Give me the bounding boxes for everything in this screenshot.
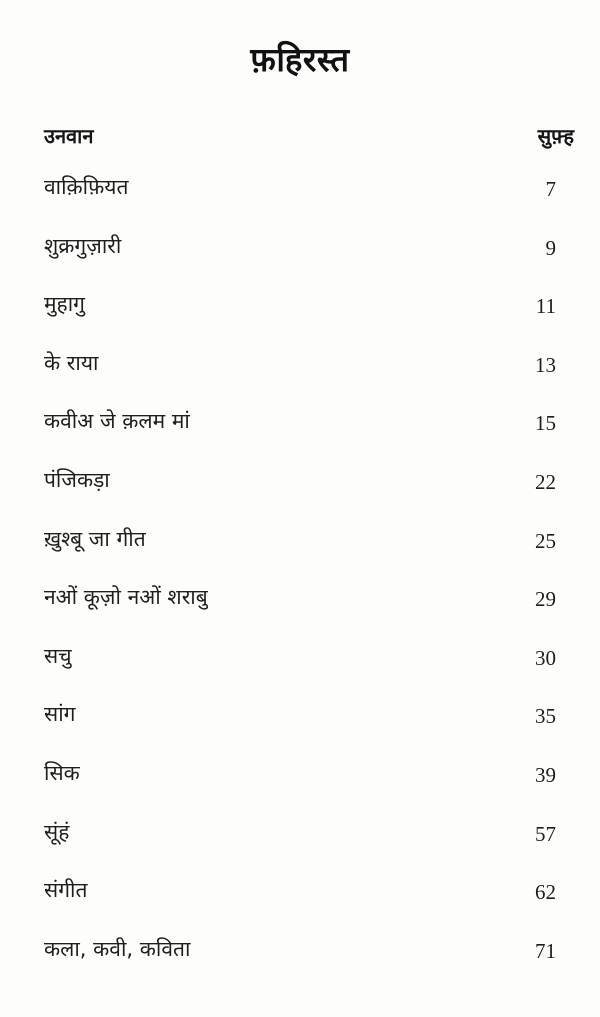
toc-entry [44, 171, 556, 230]
toc-entry-page: 39 [535, 762, 556, 787]
title-column-header: उनवान [44, 124, 94, 148]
toc-entry-title: नओं कूज़ो नओं शराबु [44, 585, 208, 610]
toc-entry [44, 347, 556, 406]
toc-entry-page: 7 [545, 177, 556, 201]
toc-entry [44, 816, 556, 875]
toc-entry-title: सिक [44, 760, 80, 785]
toc-entry [44, 464, 556, 523]
toc-entry-page: 15 [535, 411, 556, 436]
toc-entry-page: 30 [535, 645, 556, 670]
toc-entry-title: पंजिकड़ा [44, 467, 110, 492]
toc-entry-page: 22 [535, 469, 556, 494]
page-title: फ़हिरस्त [250, 40, 350, 79]
toc-entry-page: 62 [535, 880, 556, 905]
toc-entry-page: 9 [545, 235, 556, 260]
toc-entry [44, 698, 556, 757]
page-column-header: सुफ़्ह [537, 124, 574, 148]
toc-header [44, 122, 574, 152]
toc-entry-title: कला, कवी, कविता [44, 936, 191, 961]
toc-entry-title: ख़ुश्बू जा गीत [44, 526, 146, 551]
toc-entry [44, 523, 556, 582]
toc-entry-title: सूंहं [44, 819, 70, 844]
toc-entry-page: 25 [535, 528, 556, 553]
toc-entry-page: 13 [535, 352, 556, 377]
toc-entry-page: 71 [535, 938, 556, 963]
toc-entry [44, 405, 556, 464]
toc-entry [44, 757, 556, 816]
toc-entry-title: मुहागु [44, 292, 85, 317]
toc-entry [44, 230, 556, 289]
toc-entry [44, 874, 556, 933]
toc-entry-title: कवीअ जे क़लम मां [44, 409, 190, 434]
toc-entry-title: संगीत [44, 878, 88, 903]
toc-entry-title: के राया [44, 350, 99, 375]
toc-entry [44, 581, 556, 640]
toc-list [44, 171, 556, 991]
toc-entry-page: 35 [535, 704, 556, 729]
toc-entry-title: सांग [44, 702, 76, 727]
toc-entry [44, 933, 556, 992]
toc-entry-page: 29 [535, 587, 556, 612]
toc-entry [44, 640, 556, 699]
toc-entry-title: सचु [44, 643, 72, 668]
toc-entry [44, 288, 556, 347]
toc-entry-page: 11 [535, 294, 556, 319]
toc-entry-title: वाक़िफ़ियत [44, 175, 129, 199]
toc-entry-title: शुक्रगुज़ारी [44, 233, 122, 258]
toc-entry-page: 57 [535, 821, 556, 846]
